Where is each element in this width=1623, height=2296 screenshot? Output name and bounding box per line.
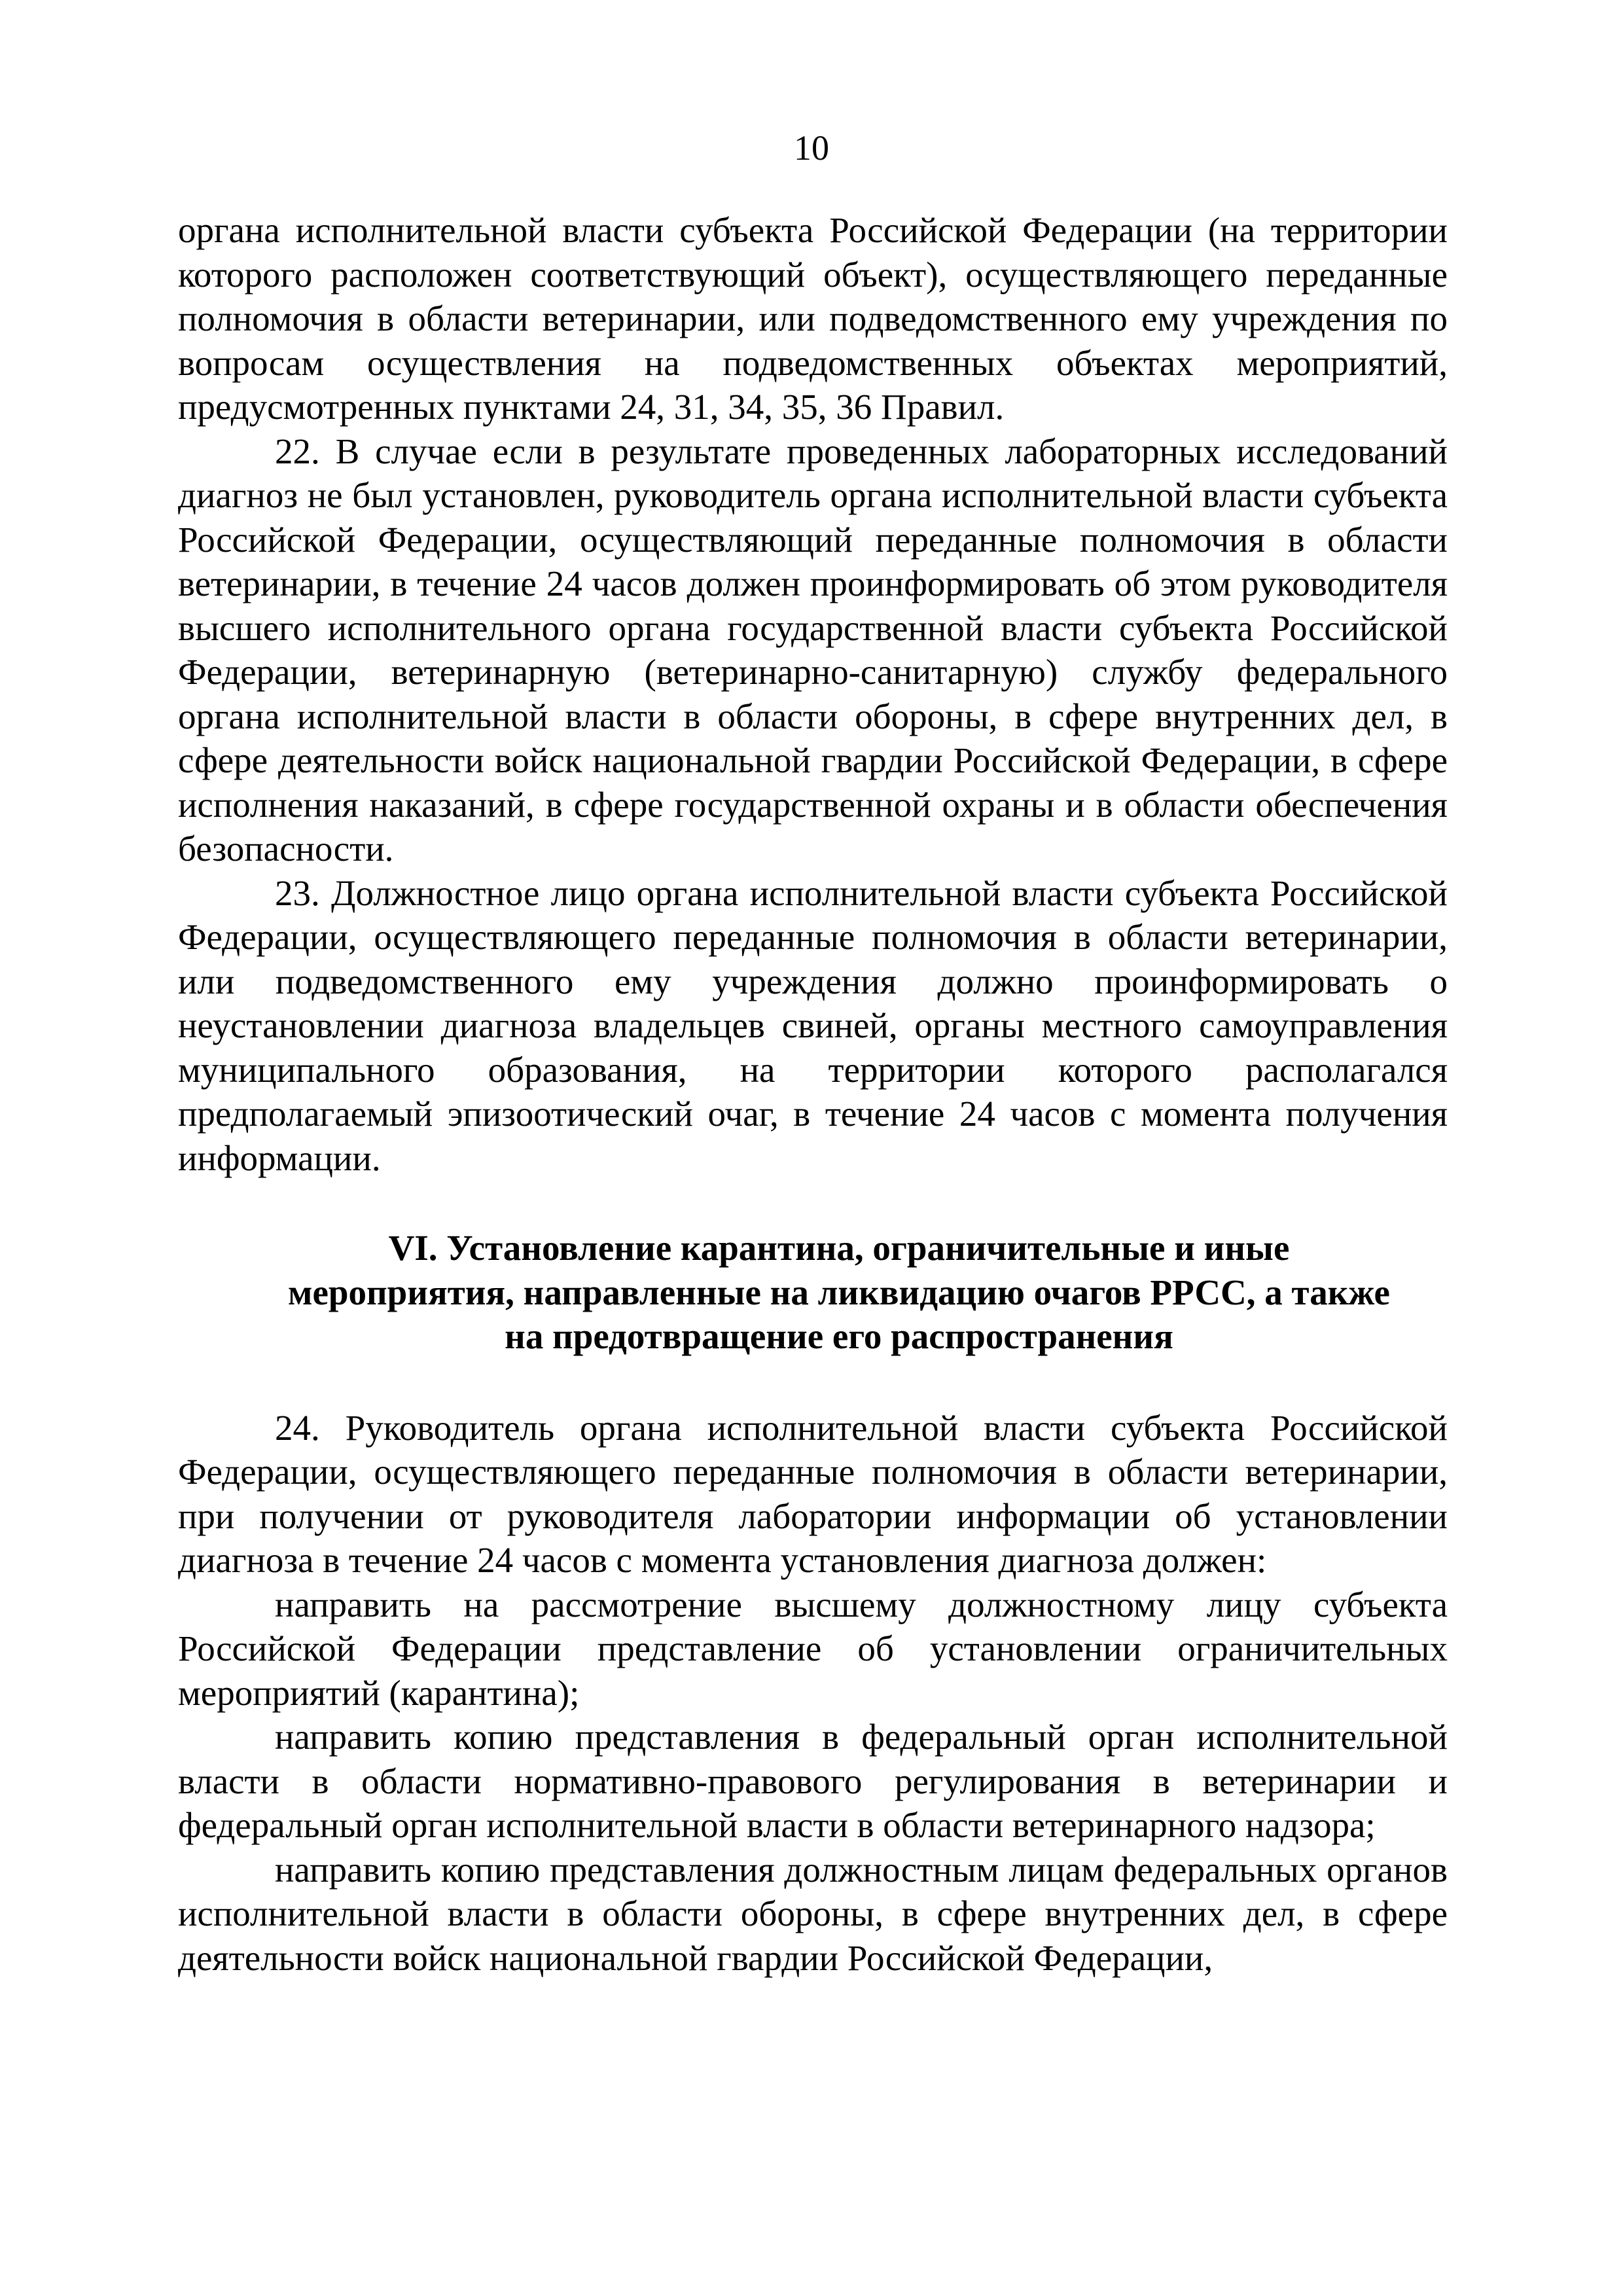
section-heading-line-3: на предотвращение его распространения: [505, 1316, 1173, 1356]
paragraph-item-24: 24. Руководитель органа исполнительной власти субъекта Российской Федерации, осуществляющего переданные полномочия в области ветеринарии, при получении от руководителя лаборатории информации об установлении диагноза в течение 24 часов с момента установления диагноза должен:: [178, 1407, 1448, 1580]
page-number: 10: [794, 128, 829, 168]
paragraph-subitem: направить копию представления должностным лицам федеральных органов исполнительной власти в области обороны, в сфере внутренних дел, в сфере деятельности войск национальной гвардии Российской Федерации,: [178, 1849, 1448, 1978]
paragraph-subitem: направить на рассмотрение высшему должностному лицу субъекта Российской Федерации представление об установлении ограничительных мероприятий (карантина);: [178, 1584, 1448, 1713]
paragraph-subitem: направить копию представления в федеральный орган исполнительной власти в области нормативно-правового регулирования в ветеринарии и федеральный орган исполнительной власти в области ветеринарного надзора;: [178, 1717, 1448, 1845]
section-heading-line-2: мероприятия, направленные на ликвидацию очагов РРСС, а также: [288, 1272, 1390, 1312]
paragraph-continuation: органа исполнительной власти субъекта Российской Федерации (на территории которого расположен соответствующий объект), осуществляющего переданные полномочия в области ветеринарии, или подведомственного ему учреждения по вопросам осуществления на подведомственных объектах мероприятий, предусмотренных пунктами 24, 31, 34, 35, 36 Правил.: [178, 210, 1448, 427]
paragraph-item-23: 23. Должностное лицо органа исполнительной власти субъекта Российской Федерации, осуществляющего переданные полномочия в области ветеринарии, или подведомственного ему учреждения должно проинформировать о неустановлении диагноза владельцев свиней, органы местного самоуправления муниципального образования, на территории которого располагался предполагаемый эпизоотический очаг, в течение 24 часов с момента получения информации.: [178, 872, 1448, 1178]
document-body: [178, 208, 1448, 1980]
paragraph-item-22: 22. В случае если в результате проведенных лабораторных исследований диагноз не был установлен, руководитель органа исполнительной власти субъекта Российской Федерации, осуществляющий переданные полномочия в области ветеринарии, в течение 24 часов должен проинформировать об этом руководителя высшего исполнительного органа государственной власти субъекта Российской Федерации, ветеринарную (ветеринарно-санитарную) службу федерального органа исполнительной власти в области обороны, в сфере внутренних дел, в сфере деятельности войск национальной гвардии Российской Федерации, в сфере исполнения наказаний, в сфере государственной охраны и в области обеспечения безопасности.: [178, 431, 1448, 869]
section-heading-line-1: VI. Установление карантина, ограничительные и иные: [388, 1228, 1290, 1268]
section-heading: [178, 1226, 1448, 1359]
